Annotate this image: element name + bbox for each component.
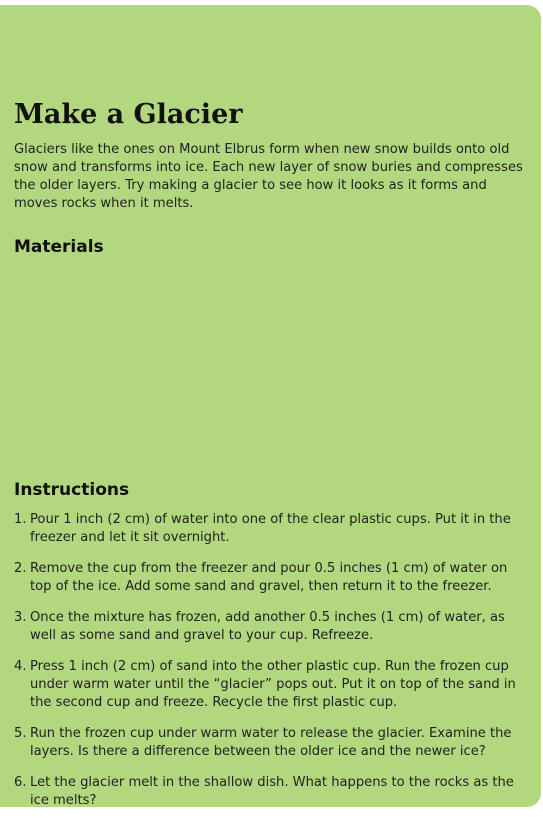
instructions-heading: Instructions <box>14 480 130 500</box>
step-text: Pour 1 inch (2 cm) of water into one of the clear plastic cups. Put it in the freezer and let it sit overnight. <box>30 512 511 545</box>
instructions-list <box>14 511 528 823</box>
step-text: Let the glacier melt in the shallow dish. What happens to the rocks as the ice melts? <box>30 775 514 808</box>
step-number: 2. <box>14 561 27 576</box>
step-text: Remove the cup from the freezer and pour 0.5 inches (1 cm) of water on top of the ice. Add some sand and gravel, then return it to the freezer. <box>30 561 508 594</box>
instruction-step-4 <box>14 658 528 712</box>
step-text: Once the mixture has frozen, add another 0.5 inches (1 cm) of water, as well as some sand and gravel to your cup. Refreeze. <box>30 610 505 643</box>
instruction-step-3 <box>14 609 528 645</box>
instruction-step-5 <box>14 725 528 761</box>
step-number: 1. <box>14 512 27 527</box>
step-text: Press 1 inch (2 cm) of sand into the other plastic cup. Run the frozen cup under warm water until the “glacier” pops out. Put it on top of the sand in the second cup and freeze. Recycle the first plastic cup. <box>30 659 516 710</box>
activity-intro: Glaciers like the ones on Mount Elbrus form when new snow builds onto old snow and transforms into ice. Each new layer of snow buries and compresses the older layers. Try making a glacier to see how it looks as it forms and moves rocks when it melts. <box>14 142 523 211</box>
materials-heading: Materials <box>14 237 104 257</box>
activity-title: Make a Glacier <box>14 99 243 130</box>
instruction-step-6 <box>14 774 528 810</box>
step-number: 3. <box>14 610 27 625</box>
step-number: 5. <box>14 726 27 741</box>
step-number: 6. <box>14 775 27 790</box>
activity-card <box>0 5 541 807</box>
instruction-step-1 <box>14 511 528 547</box>
step-text: Run the frozen cup under warm water to release the glacier. Examine the layers. Is there a difference between the older ice and the newer ice? <box>30 726 512 759</box>
materials-area <box>14 263 524 468</box>
instruction-step-2 <box>14 560 528 596</box>
step-number: 4. <box>14 659 27 674</box>
